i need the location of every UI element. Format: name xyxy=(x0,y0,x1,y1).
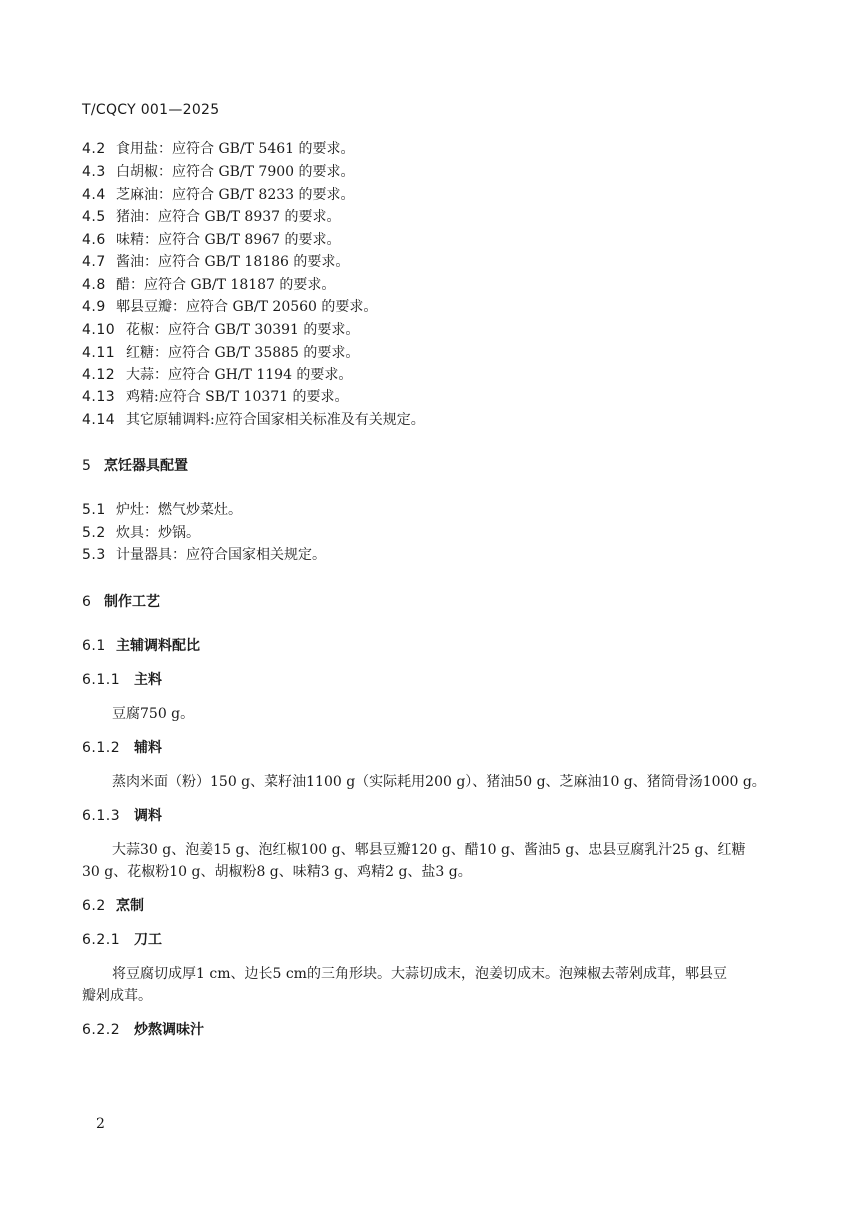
subsection-heading xyxy=(82,670,162,690)
item-text: 鸡精:应符合 SB/T 10371 的要求。 xyxy=(126,389,349,405)
subsection-number: 6.2.2 xyxy=(82,1022,121,1038)
section-number: 5 xyxy=(82,458,92,474)
item-text: 食用盐：应符合 GB/T 5461 的要求。 xyxy=(116,141,355,157)
list-item xyxy=(82,410,425,430)
item-text: 大蒜：应符合 GH/T 1194 的要求。 xyxy=(126,367,353,383)
paragraph: 豆腐750 g。 xyxy=(112,706,195,722)
list-item xyxy=(82,297,377,317)
item-number: 4.6 xyxy=(82,232,106,248)
item-number: 4.9 xyxy=(82,299,106,315)
subsection-title: 炒熬调味汁 xyxy=(134,1022,204,1038)
item-text: 炉灶：燃气炒菜灶。 xyxy=(116,502,242,518)
item-number: 4.13 xyxy=(82,389,116,405)
list-item xyxy=(82,230,341,250)
subsection-heading xyxy=(82,930,162,950)
subsection-heading xyxy=(82,896,144,916)
subsection-number: 6.2 xyxy=(82,898,106,914)
list-item xyxy=(82,387,349,407)
item-text: 花椒：应符合 GB/T 30391 的要求。 xyxy=(126,322,360,338)
item-number: 4.3 xyxy=(82,164,106,180)
subsection-title: 调料 xyxy=(134,808,162,824)
list-item xyxy=(82,252,349,272)
page-number: 2 xyxy=(96,1116,105,1132)
section-title: 制作工艺 xyxy=(104,594,160,610)
standard-code: T/CQCY 001—2025 xyxy=(82,102,220,118)
list-item xyxy=(82,162,355,182)
paragraph: 蒸肉米面（粉）150 g、菜籽油1100 g（实际耗用200 g）、猪油50 g、芝麻油10 g、猪筒骨汤1000 g。 xyxy=(112,774,766,790)
item-text: 郫县豆瓣：应符合 GB/T 20560 的要求。 xyxy=(116,299,378,315)
item-number: 4.5 xyxy=(82,209,106,225)
item-text: 计量器具：应符合国家相关规定。 xyxy=(116,547,326,563)
item-number: 4.11 xyxy=(82,345,116,361)
subsection-number: 6.1 xyxy=(82,638,106,654)
subsection-title: 主料 xyxy=(134,672,162,688)
item-number: 4.14 xyxy=(82,412,116,428)
section-heading xyxy=(82,592,160,612)
list-item xyxy=(82,275,335,295)
list-item xyxy=(82,343,359,363)
subsection-heading xyxy=(82,806,162,826)
paragraph-line: 大蒜30 g、泡姜15 g、泡红椒100 g、郫县豆瓣120 g、醋10 g、酱油5 g、忠县豆腐乳汁25 g、红糖 xyxy=(112,842,746,858)
subsection-number: 6.1.1 xyxy=(82,672,121,688)
item-text: 芝麻油：应符合 GB/T 8233 的要求。 xyxy=(116,187,355,203)
item-number: 5.1 xyxy=(82,502,106,518)
subsection-title: 主辅调料配比 xyxy=(116,638,200,654)
paragraph-line: 将豆腐切成厚1 cm、边长5 cm的三角形块。大蒜切成末，泡姜切成末。泡辣椒去蒂剁成茸，郫县豆 xyxy=(112,966,727,982)
list-item xyxy=(82,207,341,227)
list-item xyxy=(82,320,359,340)
item-text: 醋：应符合 GB/T 18187 的要求。 xyxy=(116,277,336,293)
paragraph-line: 30 g、花椒粉10 g、胡椒粉8 g、味精3 g、鸡精2 g、盐3 g。 xyxy=(82,864,472,880)
item-text: 炊具：炒锅。 xyxy=(116,525,200,541)
section-title: 烹饪器具配置 xyxy=(104,458,188,474)
subsection-heading xyxy=(82,738,162,758)
list-item xyxy=(82,523,200,543)
list-item xyxy=(82,500,242,520)
list-item xyxy=(82,545,326,565)
section-heading xyxy=(82,456,188,476)
item-text: 味精：应符合 GB/T 8967 的要求。 xyxy=(116,232,341,248)
subsection-heading xyxy=(82,636,200,656)
item-text: 酱油：应符合 GB/T 18186 的要求。 xyxy=(116,254,350,270)
subsection-title: 烹制 xyxy=(116,898,144,914)
subsection-number: 6.1.3 xyxy=(82,808,121,824)
subsection-number: 6.2.1 xyxy=(82,932,121,948)
paragraph-line: 瓣剁成茸。 xyxy=(82,988,152,1004)
item-text: 猪油：应符合 GB/T 8937 的要求。 xyxy=(116,209,341,225)
item-text: 白胡椒：应符合 GB/T 7900 的要求。 xyxy=(116,164,355,180)
list-item xyxy=(82,185,355,205)
subsection-heading xyxy=(82,1020,204,1040)
item-number: 4.10 xyxy=(82,322,116,338)
subsection-title: 辅料 xyxy=(134,740,162,756)
item-number: 4.7 xyxy=(82,254,106,270)
list-item xyxy=(82,139,355,159)
item-number: 5.2 xyxy=(82,525,106,541)
item-number: 4.8 xyxy=(82,277,106,293)
item-number: 5.3 xyxy=(82,547,106,563)
subsection-number: 6.1.2 xyxy=(82,740,121,756)
list-item xyxy=(82,365,352,385)
item-text: 其它原辅调料:应符合国家相关标准及有关规定。 xyxy=(126,412,425,428)
item-number: 4.4 xyxy=(82,187,106,203)
section-number: 6 xyxy=(82,594,92,610)
item-text: 红糖：应符合 GB/T 35885 的要求。 xyxy=(126,345,360,361)
item-number: 4.2 xyxy=(82,141,106,157)
subsection-title: 刀工 xyxy=(134,932,162,948)
item-number: 4.12 xyxy=(82,367,116,383)
